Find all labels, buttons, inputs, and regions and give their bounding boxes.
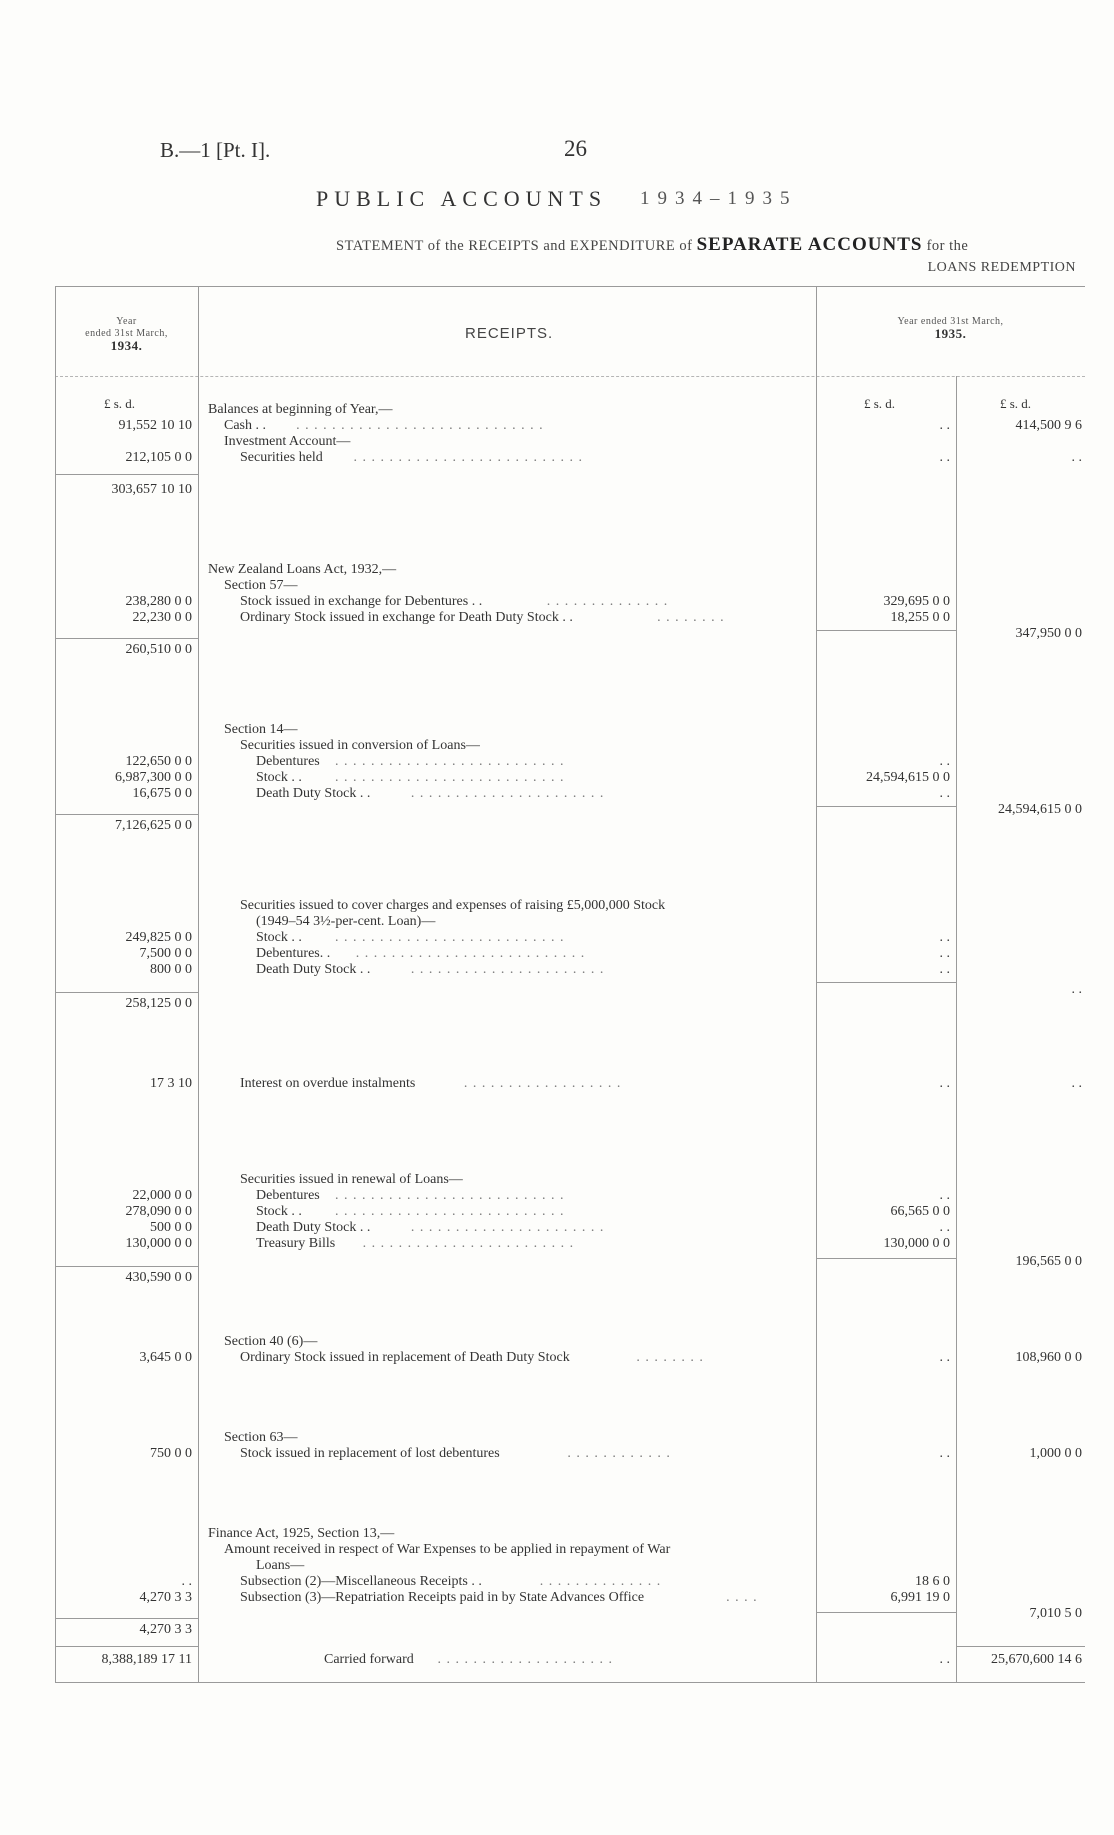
leader-dots: . . . . . . . . . . . . . . . . . . (463, 1076, 622, 1091)
amount-1935-detail: 329,695 0 0 (883, 594, 950, 609)
amount-1935-total: 7,010 5 0 (1029, 1606, 1082, 1621)
statement-emphasis: SEPARATE ACCOUNTS (696, 234, 923, 255)
right-year-line1: Year ended 31st March, (897, 316, 1004, 327)
row-description: Death Duty Stock . . (256, 962, 371, 977)
amount-1935-total: 108,960 0 0 (1015, 1350, 1082, 1365)
amount-1935-detail: 24,594,615 0 0 (866, 770, 950, 785)
currency-heading-left: £ s. d. (104, 396, 136, 411)
amount-1934: 800 0 0 (150, 962, 192, 977)
amount-1934: 249,825 0 0 (125, 930, 192, 945)
leader-dots: . . . . . . . . . . . . . . . . . . . . . . (410, 786, 605, 801)
amount-1935-detail: . . (939, 754, 950, 769)
column-divider-mid (816, 286, 817, 1682)
amount-1934: 7,500 0 0 (139, 946, 192, 961)
row-description: Subsection (3)—Repatriation Receipts paid in by State Advances Office (240, 1590, 645, 1605)
row-description: Cash . . (224, 418, 266, 433)
row-description: (1949–54 3½-per-cent. Loan)— (256, 914, 436, 929)
leader-dots: . . . . . . . . . . . . . . . . . . . . . . . . . . (353, 450, 583, 465)
leader-dots: . . . . . . . . . . . . . . . . . . . . . . . . . . (335, 770, 565, 785)
amount-1935-total: 24,594,615 0 0 (998, 802, 1082, 817)
amount-1934: 22,230 0 0 (132, 610, 192, 625)
amount-1935-detail: . . (939, 418, 950, 433)
row-description: Section 40 (6)— (224, 1334, 318, 1349)
amount-1934: 130,000 0 0 (125, 1236, 192, 1251)
amount-1934: 8,388,189 17 11 (101, 1652, 192, 1667)
subtotal-rule (55, 992, 198, 993)
subtotal-rule (55, 814, 198, 815)
row-description: Finance Act, 1925, Section 13,— (208, 1526, 395, 1541)
row-description: New Zealand Loans Act, 1932,— (208, 562, 397, 577)
amount-1934: 4,270 3 3 (139, 1622, 192, 1637)
statement-prefix: STATEMENT of the RECEIPTS and EXPENDITURE of (336, 238, 693, 254)
amount-1935-detail: . . (939, 930, 950, 945)
amount-1935-detail: 66,565 0 0 (890, 1204, 950, 1219)
amount-1935-total: 1,000 0 0 (1029, 1446, 1082, 1461)
table-left-border (55, 286, 56, 1682)
receipts-heading: RECEIPTS. (465, 325, 554, 342)
amount-1934: 22,000 0 0 (132, 1188, 192, 1203)
leader-dots: . . . . . . . . . . . . . . (539, 1574, 662, 1589)
currency-heading-mid: £ s. d. (864, 396, 896, 411)
subtotal-rule (55, 1618, 198, 1619)
amount-1935-detail: . . (939, 1350, 950, 1365)
row-description: Stock issued in replacement of lost debentures (240, 1446, 500, 1461)
subtotal-rule (956, 1646, 1085, 1647)
amount-1935-detail: . . (939, 1652, 950, 1667)
amount-1935-total: . . (1071, 982, 1082, 997)
row-description: Securities issued in conversion of Loans— (240, 738, 480, 753)
right-year: 1935. (934, 326, 967, 341)
row-description: Death Duty Stock . . (256, 786, 371, 801)
amount-1934: 430,590 0 0 (125, 1270, 192, 1285)
row-description: Subsection (2)—Miscellaneous Receipts . . (240, 1574, 482, 1589)
amount-1935-detail: 18,255 0 0 (890, 610, 950, 625)
amount-1935-detail: . . (939, 1076, 950, 1091)
amount-1934: 303,657 10 10 (111, 482, 192, 497)
amount-1935-detail: 130,000 0 0 (883, 1236, 950, 1251)
amount-1934: 212,105 0 0 (125, 450, 192, 465)
amount-1935-detail: . . (939, 1446, 950, 1461)
row-description: Interest on overdue instalments (240, 1076, 416, 1091)
amount-1934: 16,675 0 0 (132, 786, 192, 801)
amount-1935-total: . . (1071, 450, 1082, 465)
row-description: Securities issued in renewal of Loans— (240, 1172, 463, 1187)
row-description: Debentures (256, 1188, 320, 1203)
leader-dots: . . . . . . . . . . . . (567, 1446, 671, 1461)
row-description: Ordinary Stock issued in exchange for Death Duty Stock . . (240, 610, 573, 625)
leader-dots: . . . . . . . . (636, 1350, 704, 1365)
row-description: Balances at beginning of Year,— (208, 402, 393, 417)
column-divider-right (956, 376, 957, 1682)
subtotal-rule (55, 638, 198, 639)
account-name: LOANS REDEMPTION (927, 260, 1076, 275)
amount-1935-detail: . . (939, 946, 950, 961)
left-year-line2: ended 31st March, (85, 328, 168, 339)
page-title: PUBLIC ACCOUNTS (316, 186, 608, 211)
table-bottom-rule (55, 1682, 1085, 1683)
statement-heading (336, 234, 968, 256)
leader-dots: . . . . . . . . . . . . . . . . . . . . . . . . . . (355, 946, 586, 961)
row-description: Section 14— (224, 722, 298, 737)
row-description: Securities held (240, 450, 323, 465)
subtotal-rule (816, 1258, 956, 1259)
amount-1935-total: 347,950 0 0 (1015, 626, 1082, 641)
amount-1935-detail: . . (939, 1220, 950, 1235)
leader-dots: . . . . . . . . . . . . . . . . . . . . . . . . . . . . (296, 418, 544, 433)
leader-dots: . . . . . . . . . . . . . . . . . . . . . . (410, 962, 605, 977)
subtotal-rule (816, 1612, 956, 1613)
title-years: 1934–1935 (640, 188, 798, 209)
subtotal-rule (55, 474, 198, 475)
amount-1934: 750 0 0 (150, 1446, 192, 1461)
page-number: 26 (564, 136, 587, 161)
amount-1934: 500 0 0 (150, 1220, 192, 1235)
amount-1934: 3,645 0 0 (139, 1350, 192, 1365)
table-top-rule (55, 286, 1085, 287)
subtotal-rule (816, 806, 956, 807)
row-description: Stock . . (256, 1204, 302, 1219)
amount-1934: 258,125 0 0 (125, 996, 192, 1011)
leader-dots: . . . . (726, 1590, 758, 1605)
leader-dots: . . . . . . . . (657, 610, 725, 625)
row-description: Loans— (256, 1558, 305, 1573)
amount-1935-total: 25,670,600 14 6 (991, 1652, 1082, 1667)
leader-dots: . . . . . . . . . . . . . . . . . . . . . . . . . . (335, 1204, 565, 1219)
amount-1934: 7,126,625 0 0 (115, 818, 192, 833)
row-description: Stock . . (256, 930, 302, 945)
amount-1935-detail: . . (939, 962, 950, 977)
leader-dots: . . . . . . . . . . . . . . . . . . . . . . . . . . (335, 930, 565, 945)
row-description: Investment Account— (224, 434, 351, 449)
amount-1935-detail: 6,991 19 0 (890, 1590, 950, 1605)
amount-1935-total: 414,500 9 6 (1015, 418, 1082, 433)
statement-suffix: for the (926, 238, 969, 254)
row-description: Section 63— (224, 1430, 298, 1445)
row-description: Debentures (256, 754, 320, 769)
right-year-heading (816, 316, 1085, 340)
row-description: Section 57— (224, 578, 298, 593)
row-description: Securities issued to cover charges and expenses of raising £5,000,000 Stock (240, 898, 666, 913)
amount-1935-detail: . . (939, 786, 950, 801)
subtotal-rule (816, 630, 956, 631)
leader-dots: . . . . . . . . . . . . . . (546, 594, 669, 609)
leader-dots: . . . . . . . . . . . . . . . . . . . . . . . . . . (335, 754, 565, 769)
amount-1934: 4,270 3 3 (139, 1590, 192, 1605)
amount-1934: 6,987,300 0 0 (115, 770, 192, 785)
amount-1934: 122,650 0 0 (125, 754, 192, 769)
amount-1934: 17 3 10 (150, 1076, 192, 1091)
amount-1934: . . (181, 1574, 192, 1589)
leader-dots: . . . . . . . . . . . . . . . . . . . . . . . . . . (335, 1188, 565, 1203)
amount-1935-total: . . (1071, 1076, 1082, 1091)
column-divider-left (198, 286, 199, 1682)
leader-dots: . . . . . . . . . . . . . . . . . . . . . . (410, 1220, 605, 1235)
row-description: Amount received in respect of War Expenses to be applied in repayment of War (224, 1542, 671, 1557)
subtotal-rule (55, 1266, 198, 1267)
row-description: Death Duty Stock . . (256, 1220, 371, 1235)
amount-1934: 238,280 0 0 (125, 594, 192, 609)
document-reference: B.—1 [Pt. I]. (160, 138, 271, 162)
subtotal-rule (55, 1646, 198, 1647)
leader-dots: . . . . . . . . . . . . . . . . . . . . (437, 1652, 613, 1667)
left-year-line1: Year (116, 316, 137, 327)
amount-1935-detail: 18 6 0 (915, 1574, 950, 1589)
amount-1935-detail: . . (939, 450, 950, 465)
amount-1934: 278,090 0 0 (125, 1204, 192, 1219)
leader-dots: . . . . . . . . . . . . . . . . . . . . . . . . (362, 1236, 575, 1251)
row-description: Carried forward (324, 1652, 414, 1667)
currency-heading-right: £ s. d. (1000, 396, 1032, 411)
amount-1934: 91,552 10 10 (118, 418, 192, 433)
left-year-heading (55, 316, 198, 352)
amount-1935-detail: . . (939, 1188, 950, 1203)
row-description: Debentures. . (256, 946, 331, 961)
row-description: Stock issued in exchange for Debentures . . (240, 594, 483, 609)
row-description: Ordinary Stock issued in replacement of Death Duty Stock (240, 1350, 570, 1365)
amount-1935-total: 196,565 0 0 (1015, 1254, 1082, 1269)
amount-1934: 260,510 0 0 (125, 642, 192, 657)
row-description: Stock . . (256, 770, 302, 785)
subtotal-rule (816, 982, 956, 983)
row-description: Treasury Bills (256, 1236, 336, 1251)
header-rule (55, 376, 1085, 377)
left-year: 1934. (110, 338, 143, 353)
